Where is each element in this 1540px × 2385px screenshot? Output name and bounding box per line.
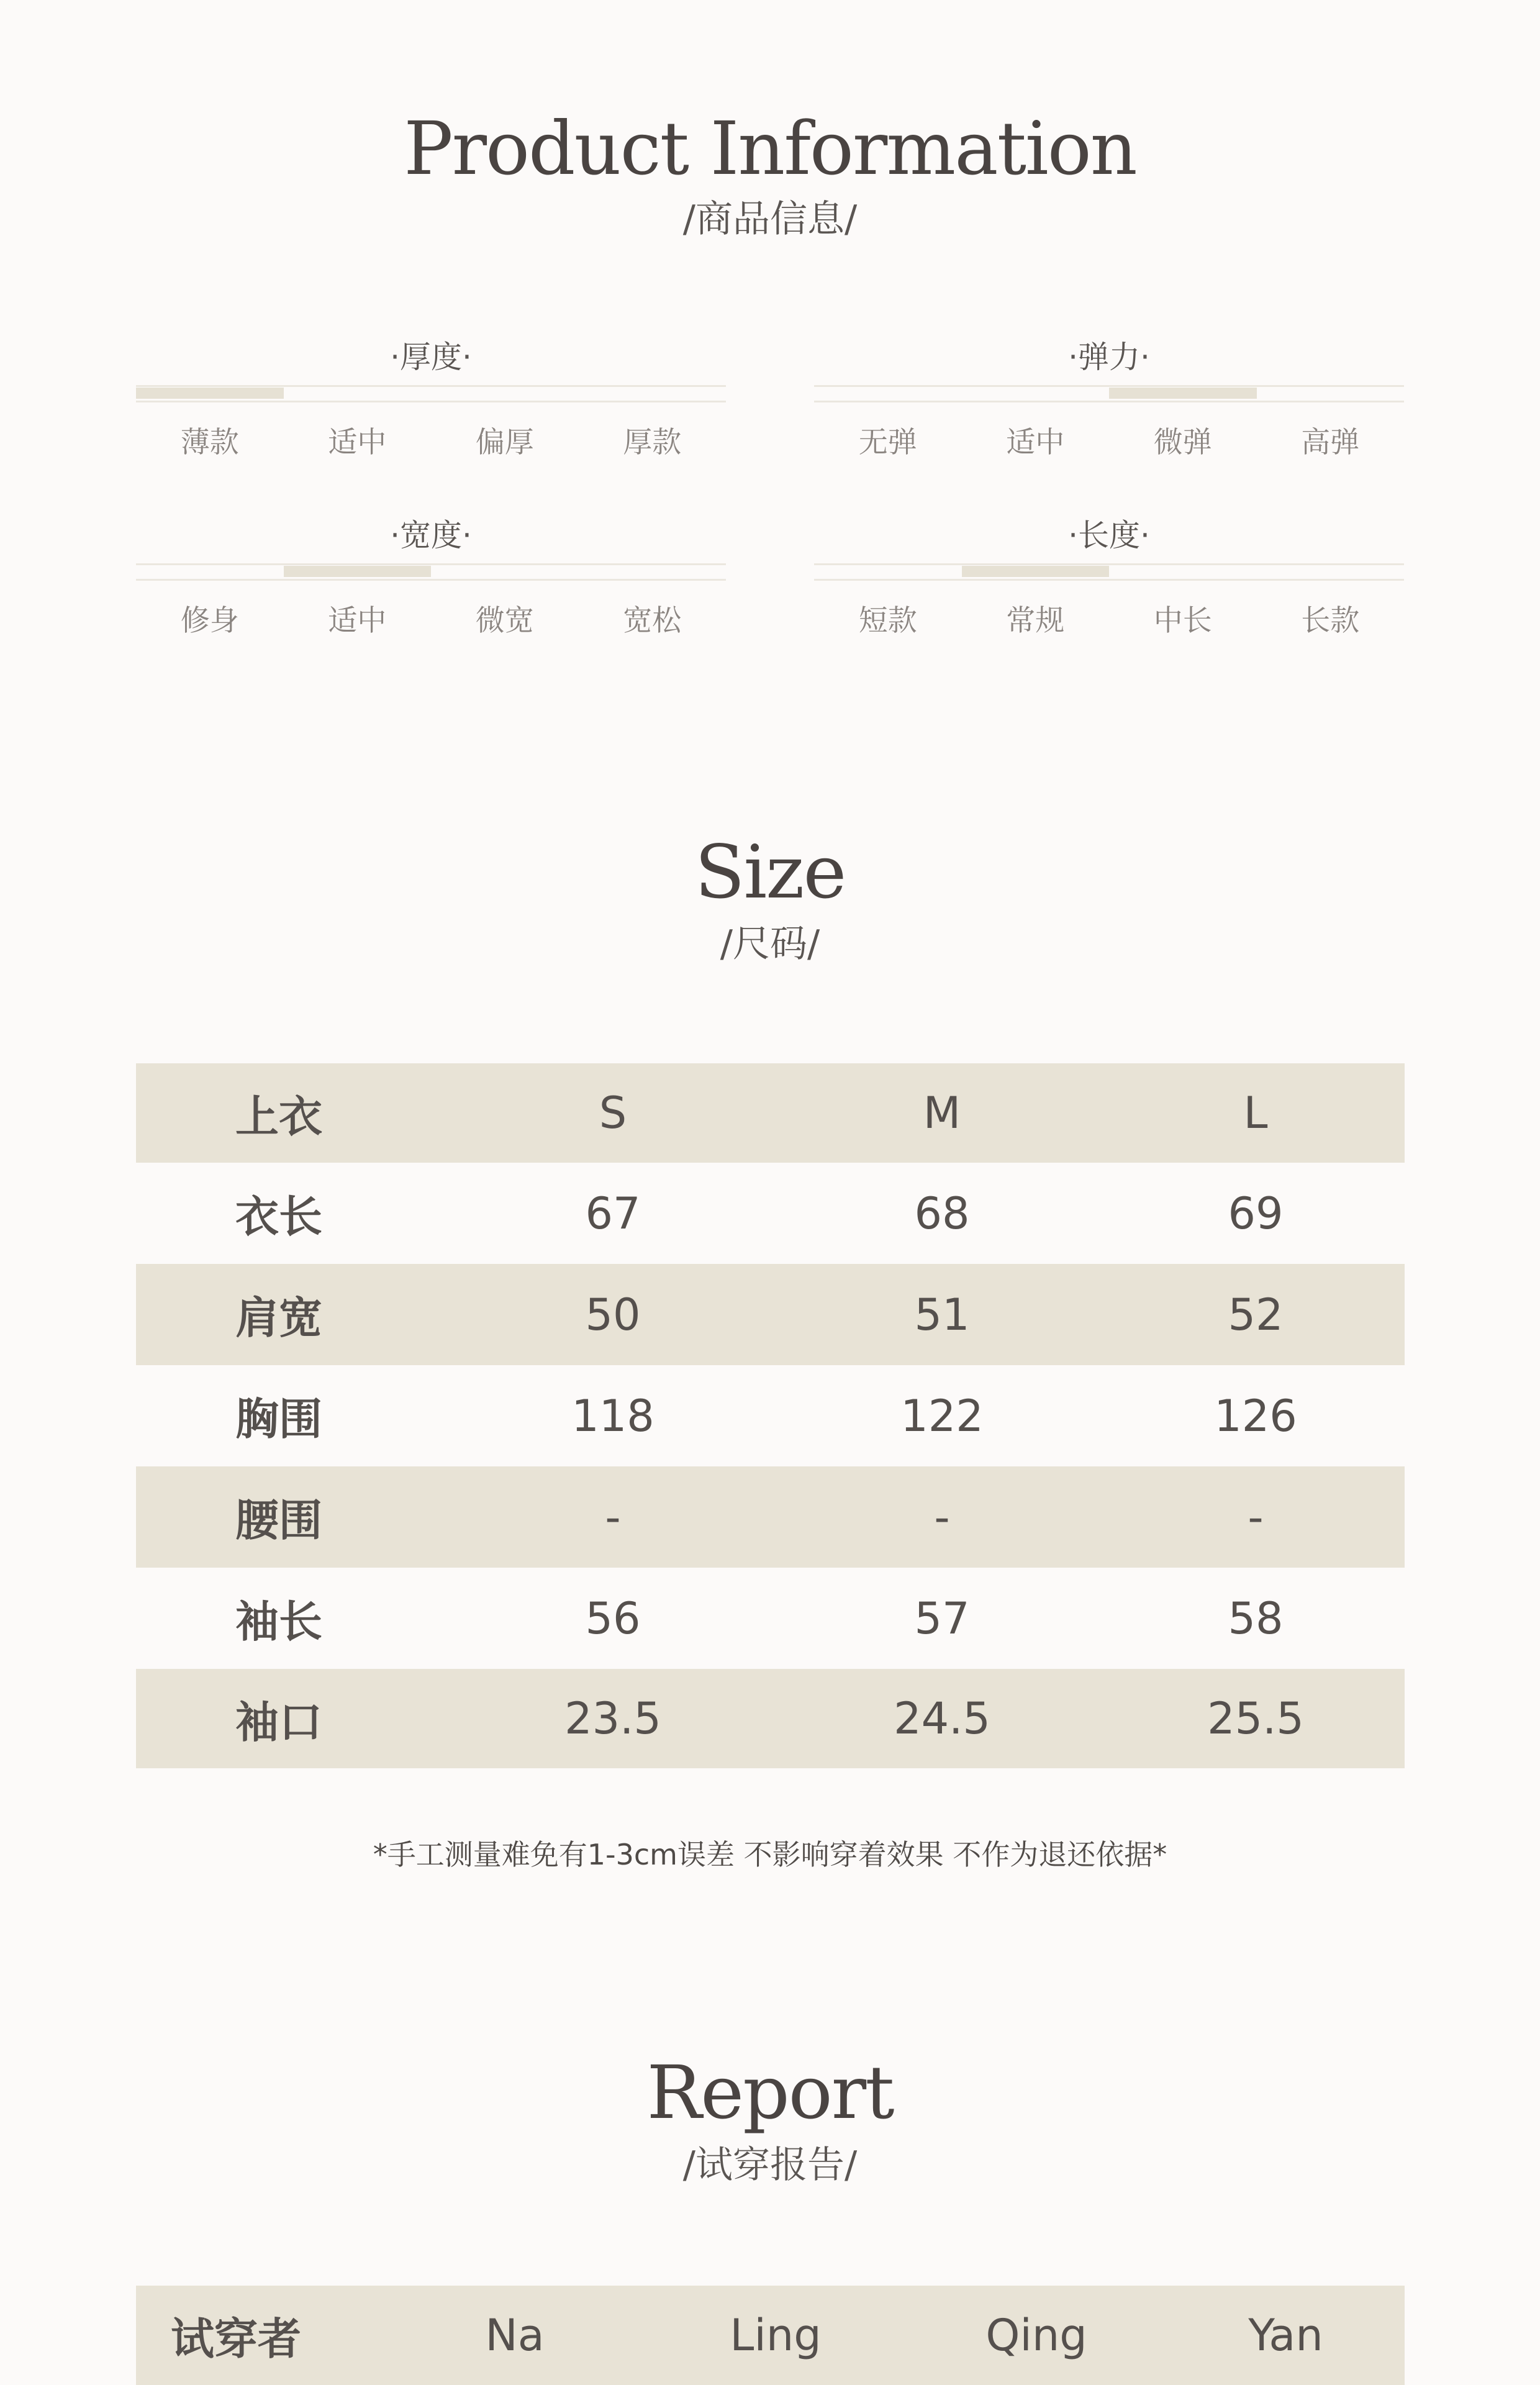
table-header-cell: M	[777, 1063, 1107, 1163]
attribute-options	[136, 597, 726, 639]
option-label: 修身	[180, 604, 239, 638]
attribute-title: ·长度·	[1068, 517, 1150, 553]
attribute-options	[814, 597, 1404, 639]
table-header-cell: Na	[384, 2286, 645, 2385]
scale-line	[136, 579, 726, 581]
scale-line	[814, 563, 1404, 565]
table-cell: 122	[900, 1390, 984, 1442]
table-row	[136, 1466, 1405, 1568]
table-cell: 67	[585, 1188, 641, 1239]
table-header-cell: S	[448, 1063, 777, 1163]
report-subtitle: /试穿报告/	[682, 2143, 858, 2187]
option-label: 适中	[1006, 425, 1065, 460]
table-header-cell: 试穿者	[136, 2286, 384, 2385]
option-label: 适中	[328, 604, 387, 638]
table-cell: 126	[1214, 1390, 1297, 1442]
scale-line	[136, 563, 726, 565]
option-label: 厚款	[623, 425, 682, 460]
table-row	[136, 1264, 1405, 1365]
table-cell: 51	[777, 1264, 1107, 1365]
option-label: 宽松	[623, 604, 682, 638]
option-label: 常规	[1006, 604, 1065, 638]
table-row	[136, 1163, 1405, 1264]
scale-line	[136, 385, 726, 387]
table-cell: 50	[448, 1264, 777, 1365]
option-label: 适中	[328, 425, 387, 460]
option-label: 中长	[1153, 604, 1212, 638]
attribute-width	[136, 511, 726, 666]
report-title: Report	[646, 2050, 894, 2135]
attribute-options	[136, 419, 726, 461]
table-cell: 25.5	[1107, 1669, 1405, 1768]
option-label: 无弹	[858, 425, 917, 460]
scale-highlight	[284, 566, 432, 577]
attribute-title: ·宽度·	[390, 517, 472, 553]
table-cell: -	[777, 1466, 1107, 1568]
option-label: 薄款	[180, 425, 239, 460]
option-label: 短款	[858, 604, 917, 638]
scale-highlight	[962, 566, 1110, 577]
scale-highlight	[136, 388, 284, 399]
table-row	[136, 1568, 1405, 1669]
option-label: 微宽	[475, 604, 534, 638]
attribute-options	[814, 419, 1404, 461]
option-label: 高弹	[1301, 425, 1360, 460]
table-header-cell: 上衣	[136, 1063, 448, 1163]
product-info-title: Product Information	[404, 106, 1136, 191]
product-info-subtitle: /商品信息/	[682, 198, 858, 241]
table-row	[136, 1669, 1405, 1768]
table-cell: 68	[914, 1188, 970, 1239]
attribute-title: ·厚度·	[390, 339, 472, 375]
table-cell: -	[1107, 1466, 1405, 1568]
table-cell: 衣长	[235, 1191, 322, 1242]
scale-line	[814, 385, 1404, 387]
table-cell: 56	[585, 1592, 641, 1644]
table-cell: -	[448, 1466, 777, 1568]
table-header-row	[136, 2286, 1405, 2385]
table-header-cell: L	[1107, 1063, 1405, 1163]
table-cell: 23.5	[448, 1669, 777, 1768]
attribute-thickness	[136, 332, 726, 488]
scale-line	[136, 401, 726, 402]
attribute-length	[814, 511, 1404, 666]
size-subtitle: /尺码/	[720, 922, 820, 966]
attribute-elasticity	[814, 332, 1404, 488]
scale-line	[814, 579, 1404, 581]
table-cell: 袖长	[235, 1596, 322, 1647]
scale-line	[814, 401, 1404, 402]
option-label: 长款	[1301, 604, 1360, 638]
report-table	[136, 2286, 1405, 2385]
table-row	[136, 1365, 1405, 1466]
table-cell: 肩宽	[136, 1264, 448, 1365]
table-cell: 胸围	[235, 1394, 322, 1445]
table-cell: 69	[1228, 1188, 1284, 1239]
option-label: 偏厚	[475, 425, 534, 460]
table-header-row	[136, 1063, 1405, 1163]
table-header-cell: Yan	[1167, 2286, 1405, 2385]
table-cell: 袖口	[136, 1669, 448, 1768]
table-cell: 57	[914, 1592, 970, 1644]
attribute-title: ·弹力·	[1068, 339, 1150, 375]
scale-highlight	[1109, 388, 1257, 399]
size-table	[136, 1063, 1405, 1768]
option-label: 微弹	[1153, 425, 1212, 460]
table-cell: 52	[1107, 1264, 1405, 1365]
table-cell: 58	[1228, 1592, 1284, 1644]
table-cell: 118	[571, 1390, 654, 1442]
table-cell: 腰围	[136, 1466, 448, 1568]
table-header-cell: Ling	[645, 2286, 906, 2385]
measurement-note: *手工测量难免有1-3cm误差 不影响穿着效果 不作为退还依据*	[373, 1838, 1167, 1871]
table-header-cell: Qing	[906, 2286, 1167, 2385]
table-cell: 24.5	[777, 1669, 1107, 1768]
size-title: Size	[694, 829, 846, 915]
